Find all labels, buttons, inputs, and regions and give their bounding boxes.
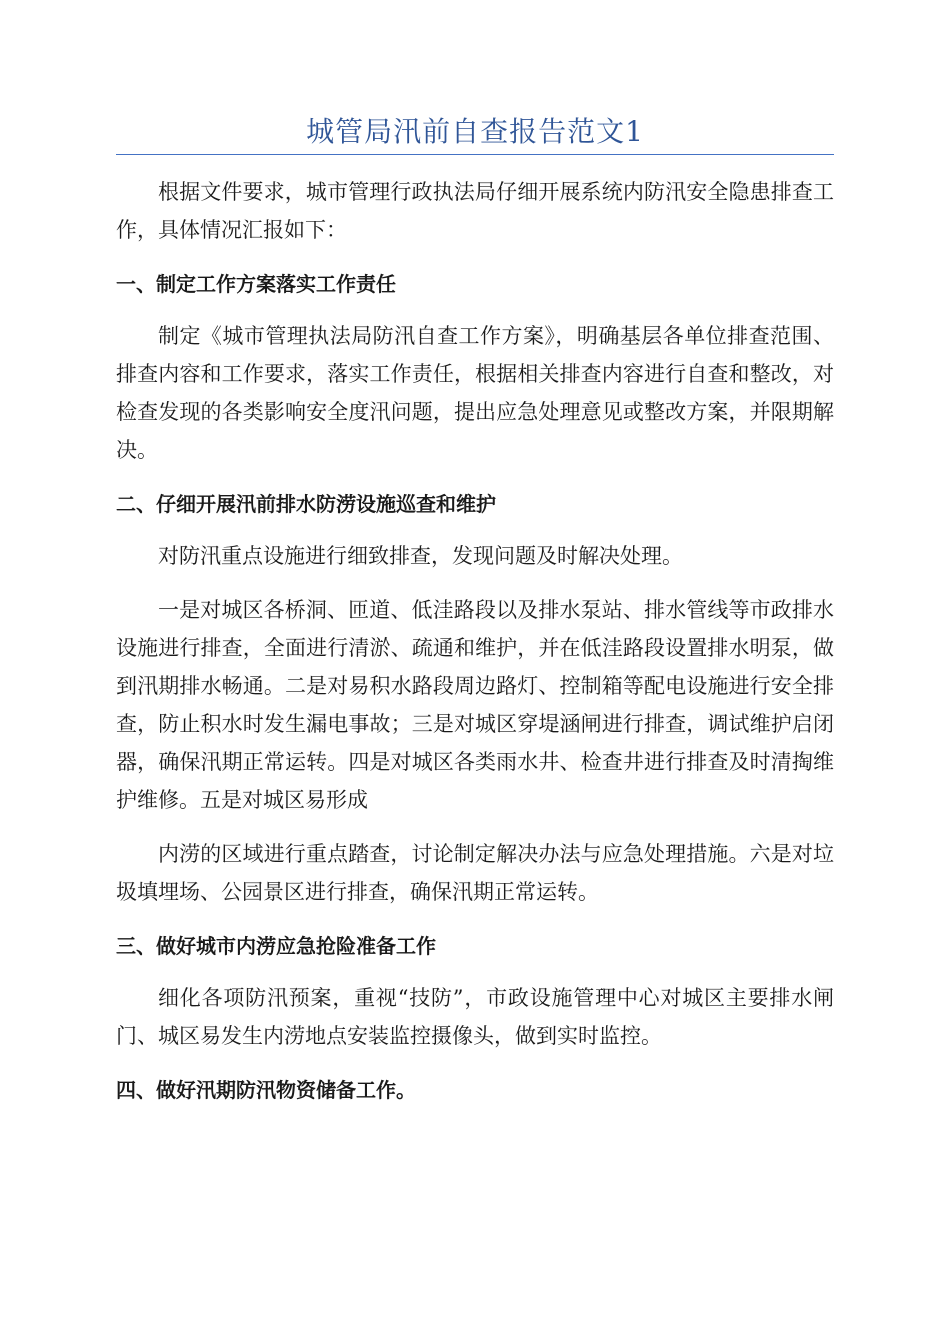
section-2-paragraph-2: 一是对城区各桥洞、匝道、低洼路段以及排水泵站、排水管线等市政排水设施进行排查，全面进行清淤、疏通和维护，并在低洼路段设置排水明泵，做到汛期排水畅通。二是对易积水路段周边路灯、控制箱等配电设施进行安全排查，防止积水时发生漏电事故；三是对城区穿堤涵闸进行排查，调试维护启闭器，确保汛期正常运转。四是对城区各类雨水井、检查井进行排查及时清掏维护维修。五是对城区易形成 — [116, 598, 834, 812]
section-2-paragraph-1: 对防汛重点设施进行细致排查，发现问题及时解决处理。 — [158, 544, 683, 568]
section-2-paragraph-3: 内涝的区域进行重点踏查，讨论制定解决办法与应急处理措施。六是对垃圾填埋场、公园景区进行排查，确保汛期正常运转。 — [116, 842, 834, 904]
section-1-paragraph-1: 制定《城市管理执法局防汛自查工作方案》，明确基层各单位排查范围、排查内容和工作要求，落实工作责任，根据相关排查内容进行自查和整改，对检查发现的各类影响安全度汛问题，提出应急处理意见或整改方案，并限期解决。 — [116, 324, 834, 462]
section-2-heading: 二、仔细开展汛前排水防涝设施巡查和维护 — [116, 492, 496, 516]
section-4-heading: 四、做好汛期防汛物资储备工作。 — [116, 1078, 416, 1102]
document-title: 城管局汛前自查报告范文1 — [306, 115, 644, 148]
section-3-paragraph-1: 细化各项防汛预案，重视“技防”，市政设施管理中心对城区主要排水闸门、城区易发生内涝地点安装监控摄像头，做到实时监控。 — [116, 986, 834, 1048]
title-underline — [116, 154, 834, 155]
document-body — [116, 173, 834, 1107]
section-3-heading: 三、做好城市内涝应急抢险准备工作 — [116, 934, 436, 958]
section-1-heading: 一、制定工作方案落实工作责任 — [116, 272, 396, 296]
intro-paragraph: 根据文件要求，城市管理行政执法局仔细开展系统内防汛安全隐患排查工作，具体情况汇报如下： — [116, 180, 834, 242]
